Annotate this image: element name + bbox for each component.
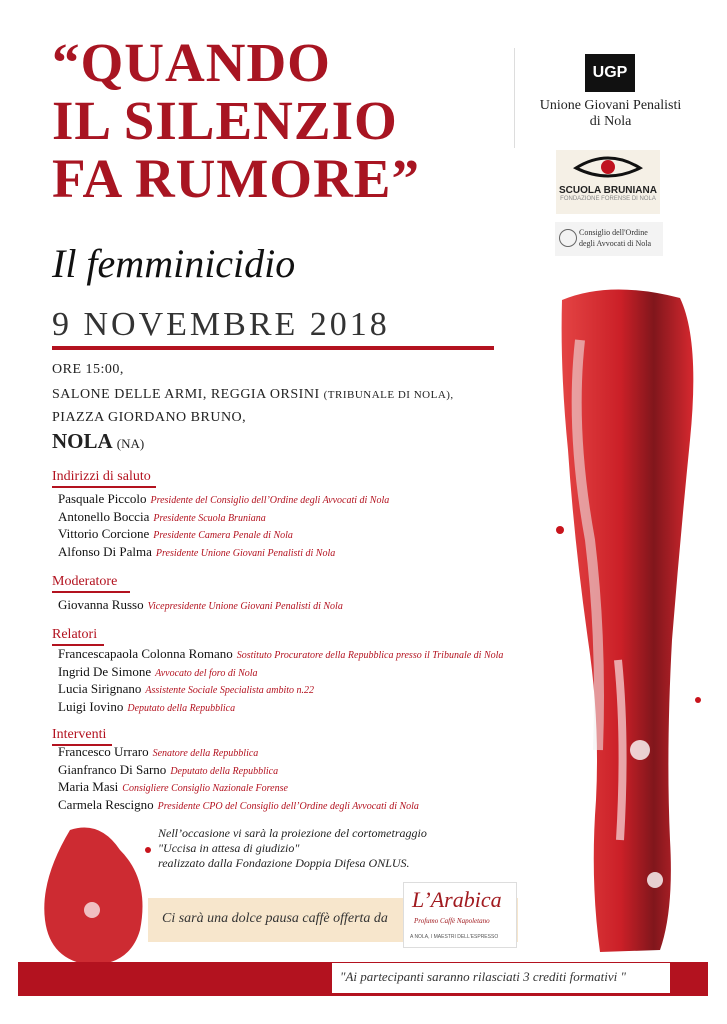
person-role: Deputato della Repubblica [170, 765, 279, 777]
date-underline [52, 346, 494, 350]
person-name: Alfonso Di Palma [58, 543, 152, 559]
ugp-logo [585, 54, 635, 92]
person-name: Vittorio Corcione [58, 526, 150, 541]
title-line-2: IL SILENZIO [52, 90, 398, 151]
subtitle: Il femminicidio [52, 241, 296, 286]
section-heading-moderatore: Moderatore [52, 574, 118, 589]
person-role: Presidente Unione Giovani Penalisti di Nola [155, 547, 336, 559]
note-line-1: Nell’occasione vi sarà la proiezione del cortometraggio [158, 826, 427, 840]
scuola-subtitle: FONDAZIONE FORENSE DI NOLA [560, 196, 656, 202]
ugp-name-line-2: di Nola [589, 114, 632, 129]
section-heading-interventi: Interventi [52, 727, 107, 742]
ugp-name [518, 98, 703, 130]
list-item [58, 762, 419, 780]
venue-line-1 [52, 387, 454, 403]
person-name: Luigi Iovino [58, 698, 124, 714]
scuola-name: SCUOLA BRUNIANA [559, 185, 657, 196]
eye-icon [573, 154, 643, 180]
event-time: ORE 15:00, [52, 362, 124, 377]
venue-paren: (TRIBUNALE DI NOLA), [323, 389, 454, 401]
person-name: Gianfranco Di Sarno [58, 761, 167, 777]
list-item [58, 744, 419, 762]
person-role: Sostituto Procuratore della Repubblica presso il Tribunale di Nola [236, 650, 504, 661]
province: (NA) [116, 436, 145, 451]
person-role: Assistente Sociale Specialista ambito n.22 [145, 685, 314, 696]
list-item [58, 646, 503, 664]
venue-line-2: PIAZZA GIORDANO BRUNO, [52, 410, 247, 425]
credits-note: "Ai partecipanti saranno rilasciati 3 crediti formativi " [340, 969, 626, 984]
person-role: Vicepresidente Unione Giovani Penalisti di Nola [147, 601, 343, 612]
section-underline [52, 486, 156, 488]
section-heading-saluti: Indirizzi di saluto [52, 469, 151, 484]
page-title [52, 34, 512, 208]
section-heading-relatori: Relatori [52, 627, 98, 642]
relatori-list [58, 646, 503, 716]
person-name: Francesco Urraro [58, 744, 149, 759]
person-name: Maria Masi [58, 779, 119, 794]
logo-divider [514, 48, 515, 148]
person-name: Lucia Sirignano [58, 681, 142, 696]
scuola-bruniana-logo [556, 150, 660, 214]
person-name: Antonello Boccia [58, 508, 150, 524]
person-name: Carmela Rescigno [58, 796, 154, 812]
list-item [58, 664, 503, 682]
person-name: Ingrid De Simone [58, 663, 152, 679]
person-role: Presidente Camera Penale di Nola [153, 530, 293, 541]
red-paint-splash [30, 820, 160, 970]
venue-name: SALONE DELLE ARMI, REGGIA ORSINI [52, 387, 320, 402]
city-name: NOLA [52, 429, 112, 453]
arabica-brand: L’Arabica [412, 887, 502, 912]
consiglio-line-2: degli Avvocati di Nola [579, 239, 652, 248]
ugp-logo-mark: UGP [592, 64, 628, 81]
red-paint-artwork [540, 280, 710, 960]
person-role: Presidente CPO del Consiglio dell’Ordine degli Avvocati di Nola [157, 800, 419, 812]
person-name: Giovanna Russo [58, 597, 144, 612]
interventi-list [58, 744, 419, 814]
list-item [58, 544, 389, 562]
note-line-2: "Uccisa in attesa di giudizio" [158, 841, 300, 855]
list-item [58, 526, 389, 544]
list-item [58, 681, 503, 699]
title-line-1: “QUANDO [52, 32, 331, 93]
person-name: Pasquale Piccolo [58, 491, 147, 506]
arabica-logo [403, 882, 517, 948]
event-date: 9 NOVEMBRE 2018 [52, 306, 390, 343]
list-item [58, 491, 389, 509]
city [52, 429, 144, 454]
person-name: Francescapaola Colonna Romano [58, 646, 233, 661]
list-item [58, 797, 419, 815]
person-role: Senatore della Repubblica [152, 748, 259, 759]
note-line-3: realizzato dalla Fondazione Doppia Difesa ONLUS. [158, 856, 410, 870]
screening-note [158, 826, 478, 871]
list-item [58, 509, 389, 527]
title-line-3: FA RUMORE” [52, 148, 420, 209]
person-role: Deputato della Repubblica [127, 702, 236, 714]
moderatore-list [58, 597, 343, 613]
list-item [58, 699, 503, 717]
list-item [58, 779, 419, 797]
coffee-text: Ci sarà una dolce pausa caffè offerta da [162, 911, 388, 926]
list-item [58, 597, 343, 613]
saluti-list [58, 491, 389, 561]
person-role: Presidente Scuola Bruniana [153, 512, 266, 524]
person-role: Consigliere Consiglio Nazionale Forense [122, 783, 288, 794]
ugp-name-line-1: Unione Giovani Penalisti [539, 98, 682, 113]
arabica-tagline: Profumo Caffè Napoletano [414, 917, 490, 925]
section-underline [52, 591, 130, 593]
person-role: Presidente del Consiglio dell’Ordine degli Avvocati di Nola [150, 495, 390, 506]
consiglio-line-1: Consiglio dell'Ordine [579, 228, 648, 237]
seal-icon [559, 229, 577, 247]
arabica-subtitle: A NOLA, I MAESTRI DELL'ESPRESSO [410, 934, 499, 940]
person-role: Avvocato del foro di Nola [155, 667, 258, 679]
consiglio-logo [555, 222, 663, 256]
